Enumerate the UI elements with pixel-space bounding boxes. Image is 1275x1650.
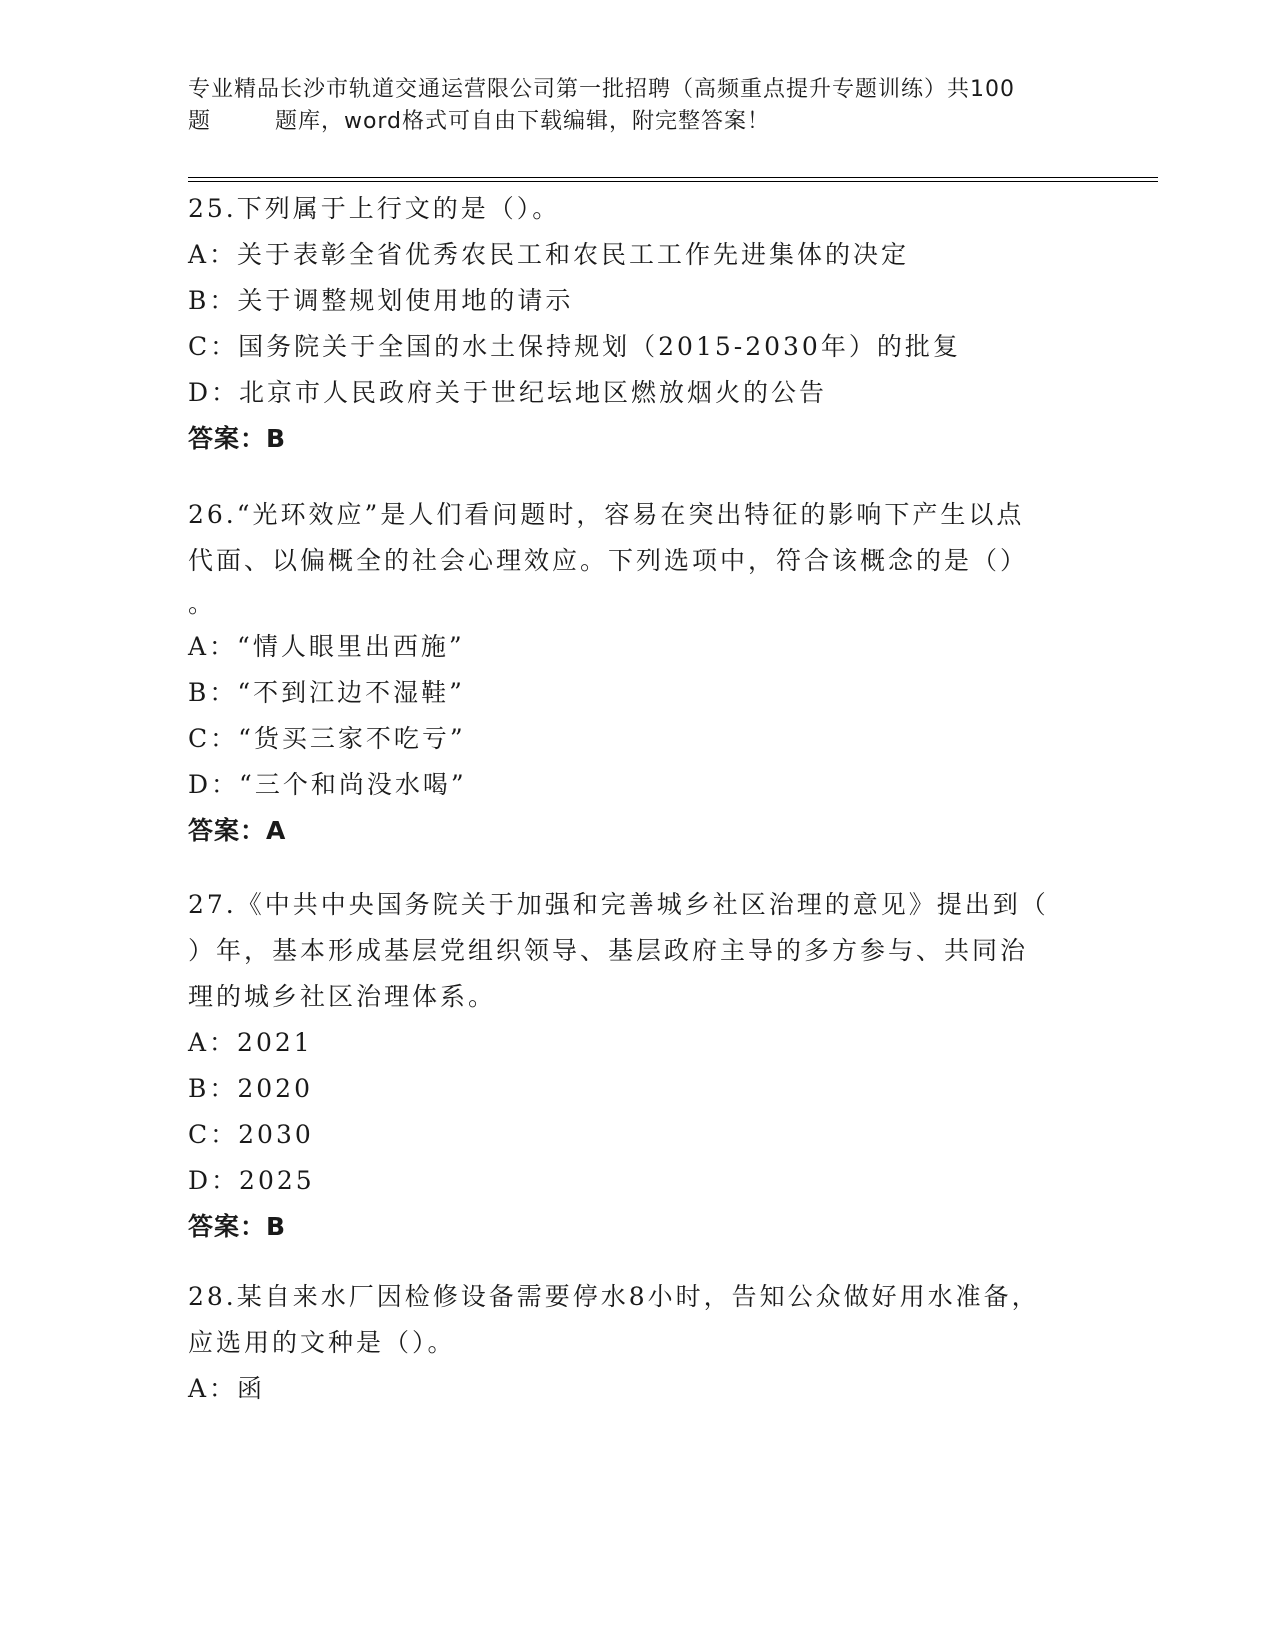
option-d: D：北京市人民政府关于世纪坛地区燃放烟火的公告 bbox=[188, 378, 828, 407]
header-rule-bottom bbox=[188, 181, 1158, 182]
option-b: B：“不到江边不湿鞋” bbox=[188, 678, 465, 707]
question-stem-line: 理的城乡社区治理体系。 bbox=[188, 982, 497, 1011]
option-b: B：2020 bbox=[188, 1074, 313, 1103]
answer-label: 答案：A bbox=[188, 816, 287, 845]
option-a: A：“情人眼里出西施” bbox=[188, 632, 465, 661]
question-stem-line: 26.“光环效应”是人们看问题时，容易在突出特征的影响下产生以点 bbox=[188, 500, 1025, 529]
answer-label: 答案：B bbox=[188, 424, 287, 453]
question-stem-line: 。 bbox=[188, 589, 217, 618]
option-b: B：关于调整规划使用地的请示 bbox=[188, 286, 574, 315]
question-stem-line: ）年，基本形成基层党组织领导、基层政府主导的多方参与、共同治 bbox=[188, 936, 1029, 965]
option-c: C：国务院关于全国的水土保持规划（2015-2030年）的批复 bbox=[188, 332, 961, 361]
header-line-1: 专业精品长沙市轨道交通运营限公司第一批招聘（高频重点提升专题训练）共100 bbox=[188, 77, 1015, 102]
question-25 bbox=[188, 186, 1078, 462]
question-stem-line: 应选用的文种是（）。 bbox=[188, 1328, 456, 1357]
header-line-2: 题 题库，word格式可自由下载编辑，附完整答案！ bbox=[188, 109, 771, 134]
option-a: A：2021 bbox=[188, 1028, 313, 1057]
question-stem-line: 25.下列属于上行文的是（）。 bbox=[188, 194, 561, 223]
option-d: D：“三个和尚没水喝” bbox=[188, 770, 467, 799]
header-rule-top bbox=[188, 177, 1158, 178]
question-stem-line: 27.《中共中央国务院关于加强和完善城乡社区治理的意见》提出到（ bbox=[188, 890, 1049, 919]
question-stem-line: 代面、以偏概全的社会心理效应。下列选项中，符合该概念的是（） bbox=[188, 546, 1029, 575]
question-stem-line: 28.某自来水厂因检修设备需要停水8小时，告知公众做好用水准备， bbox=[188, 1282, 1040, 1311]
question-26 bbox=[188, 492, 1078, 854]
question-27 bbox=[188, 882, 1078, 1250]
option-c: C：2030 bbox=[188, 1120, 314, 1149]
document-header bbox=[188, 74, 1088, 138]
option-a: A：函 bbox=[188, 1374, 266, 1403]
option-a: A：关于表彰全省优秀农民工和农民工工作先进集体的决定 bbox=[188, 240, 910, 269]
option-d: D：2025 bbox=[188, 1166, 315, 1195]
option-c: C：“货买三家不吃亏” bbox=[188, 724, 466, 753]
question-28 bbox=[188, 1274, 1078, 1412]
answer-label: 答案：B bbox=[188, 1212, 287, 1241]
